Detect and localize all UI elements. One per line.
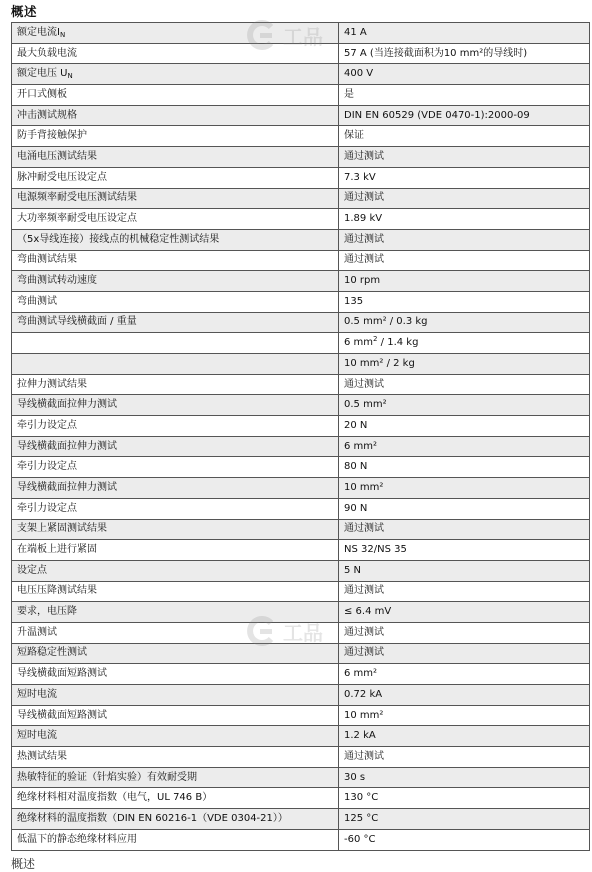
spec-label-cell xyxy=(12,540,339,561)
spec-label-cell xyxy=(12,23,339,44)
spec-label-cell xyxy=(12,333,339,354)
spec-label-cell xyxy=(12,126,339,147)
table-row xyxy=(12,126,590,147)
spec-value: 20 N xyxy=(344,419,368,431)
spec-value-cell xyxy=(339,436,590,457)
spec-label-subscript: N xyxy=(59,30,66,39)
spec-label: 脉冲耐受电压设定点 xyxy=(17,171,107,183)
spec-label: 电涌电压测试结果 xyxy=(17,150,97,162)
spec-label: 要求，电压降 xyxy=(17,606,77,618)
spec-label-cell xyxy=(12,788,339,809)
table-row xyxy=(12,43,590,64)
spec-label: 导线横截面拉伸力测试 xyxy=(17,481,117,493)
spec-value: DIN EN 60529 (VDE 0470-1):2000-09 xyxy=(344,109,530,121)
table-row xyxy=(12,312,590,333)
spec-label-cell xyxy=(12,519,339,540)
table-row xyxy=(12,416,590,437)
spec-value: ≤ 6.4 mV xyxy=(344,606,392,618)
spec-label-cell xyxy=(12,85,339,106)
spec-label-cell xyxy=(12,726,339,747)
spec-label-cell xyxy=(12,457,339,478)
spec-value-cell xyxy=(339,395,590,416)
table-row xyxy=(12,602,590,623)
spec-value: 30 s xyxy=(344,771,366,783)
spec-label-cell xyxy=(12,147,339,168)
table-row xyxy=(12,622,590,643)
spec-value: 通过测试 xyxy=(344,150,384,162)
spec-label-cell xyxy=(12,64,339,85)
spec-value: 10 mm² xyxy=(344,709,384,721)
spec-value: 1.2 kA xyxy=(344,730,376,742)
spec-label: 冲击测试规格 xyxy=(17,109,77,121)
spec-value: 通过测试 xyxy=(344,750,384,762)
spec-label-cell xyxy=(12,416,339,437)
spec-value-cell xyxy=(339,809,590,830)
spec-value: 通过测试 xyxy=(344,523,384,535)
spec-value-cell xyxy=(339,416,590,437)
spec-value-rest: / 1.4 kg xyxy=(377,337,419,349)
spec-label-cell xyxy=(12,167,339,188)
spec-label-cell xyxy=(12,436,339,457)
spec-value-cell xyxy=(339,498,590,519)
spec-label-cell xyxy=(12,250,339,271)
spec-value-cell xyxy=(339,291,590,312)
spec-value-cell xyxy=(339,726,590,747)
spec-label-cell xyxy=(12,229,339,250)
spec-label: 牵引力设定点 xyxy=(17,461,77,473)
spec-label: 防手背接触保护 xyxy=(17,130,87,142)
spec-value: 41 A xyxy=(344,26,367,38)
spec-label: 拉伸力测试结果 xyxy=(17,378,87,390)
spec-value: 通过测试 xyxy=(344,233,384,245)
spec-value-cell xyxy=(339,354,590,375)
spec-label-cell xyxy=(12,622,339,643)
spec-label: 导线横截面拉伸力测试 xyxy=(17,440,117,452)
spec-label: 额定电流I xyxy=(17,26,60,38)
spec-label: 大功率频率耐受电压设定点 xyxy=(17,213,137,225)
spec-value-cell xyxy=(339,188,590,209)
spec-value-cell xyxy=(339,229,590,250)
table-row xyxy=(12,747,590,768)
spec-label: 弯曲测试导线横截面 / 重量 xyxy=(17,316,137,328)
table-row xyxy=(12,395,590,416)
spec-label: 热敏特征的验证（针焰实验）有效耐受期 xyxy=(17,771,197,783)
spec-label-cell xyxy=(12,43,339,64)
table-row xyxy=(12,291,590,312)
spec-label-cell xyxy=(12,188,339,209)
spec-value: 6 mm² xyxy=(344,668,378,680)
table-row xyxy=(12,250,590,271)
spec-label: 导线横截面短路测试 xyxy=(17,709,107,721)
spec-value-cell xyxy=(339,705,590,726)
spec-value-cell xyxy=(339,250,590,271)
spec-value-cell xyxy=(339,64,590,85)
table-row xyxy=(12,436,590,457)
spec-label: 弯曲测试结果 xyxy=(17,254,77,266)
table-row xyxy=(12,560,590,581)
spec-value-cell xyxy=(339,478,590,499)
spec-value-cell xyxy=(339,209,590,230)
table-row xyxy=(12,643,590,664)
spec-value: 400 V xyxy=(344,68,374,80)
table-row xyxy=(12,705,590,726)
spec-value-cell xyxy=(339,519,590,540)
spec-value-cell xyxy=(339,126,590,147)
spec-label: 电源频率耐受电压测试结果 xyxy=(17,192,137,204)
spec-label-cell xyxy=(12,374,339,395)
spec-value-cell xyxy=(339,685,590,706)
table-row xyxy=(12,374,590,395)
spec-value: 6 mm² xyxy=(344,440,378,452)
spec-label-cell xyxy=(12,685,339,706)
spec-value-cell xyxy=(339,167,590,188)
table-row xyxy=(12,271,590,292)
spec-value-cell xyxy=(339,43,590,64)
table-row xyxy=(12,105,590,126)
table-row xyxy=(12,64,590,85)
table-row xyxy=(12,829,590,850)
spec-value: 10 rpm xyxy=(344,275,381,287)
spec-value: 90 N xyxy=(344,502,368,514)
next-section-heading: 概述 xyxy=(11,857,36,871)
spec-value: 7.3 kV xyxy=(344,171,376,183)
spec-label: 设定点 xyxy=(17,564,47,576)
spec-value-cell xyxy=(339,374,590,395)
table-row xyxy=(12,478,590,499)
spec-value: 0.5 mm² xyxy=(344,399,387,411)
spec-value: 5 N xyxy=(344,564,362,576)
spec-value: 通过测试 xyxy=(344,585,384,597)
spec-label-cell xyxy=(12,602,339,623)
spec-value-cell xyxy=(339,622,590,643)
table-row xyxy=(12,788,590,809)
spec-label: 短时电流 xyxy=(17,688,57,700)
table-row xyxy=(12,333,590,354)
spec-value-cell xyxy=(339,23,590,44)
spec-label-cell xyxy=(12,105,339,126)
table-row xyxy=(12,85,590,106)
spec-value-cell xyxy=(339,271,590,292)
spec-label: 支架上紧固测试结果 xyxy=(17,523,107,535)
spec-value: -60 °C xyxy=(344,833,376,845)
spec-label-subscript: N xyxy=(67,72,73,81)
spec-table xyxy=(11,22,590,851)
spec-label: 额定电压 U xyxy=(17,68,68,80)
spec-label: 升温测试 xyxy=(17,626,57,638)
spec-label: 导线横截面拉伸力测试 xyxy=(17,399,117,411)
spec-value: 保证 xyxy=(344,130,364,142)
spec-value: 130 °C xyxy=(344,792,379,804)
spec-value: 通过测试 xyxy=(344,254,384,266)
watermark-text: 工品 xyxy=(283,620,323,645)
table-row xyxy=(12,726,590,747)
spec-label: 热测试结果 xyxy=(17,750,67,762)
spec-label-cell xyxy=(12,560,339,581)
spec-label: 最大负载电流 xyxy=(17,47,77,59)
spec-value: 125 °C xyxy=(344,812,379,824)
spec-label-cell xyxy=(12,581,339,602)
spec-value: 80 N xyxy=(344,461,368,473)
spec-value-cell xyxy=(339,747,590,768)
spec-label-cell xyxy=(12,747,339,768)
spec-value: 1.89 kV xyxy=(344,213,383,225)
spec-label-cell xyxy=(12,643,339,664)
table-row xyxy=(12,767,590,788)
spec-value: 通过测试 xyxy=(344,647,384,659)
spec-value: 通过测试 xyxy=(344,192,384,204)
spec-value: 57 A (当连接截面积为10 mm²的导线时) xyxy=(344,47,528,59)
section-heading: 概述 xyxy=(11,4,38,19)
table-row xyxy=(12,23,590,44)
table-row xyxy=(12,498,590,519)
spec-value-cell xyxy=(339,602,590,623)
spec-label-cell xyxy=(12,664,339,685)
spec-label: 牵引力设定点 xyxy=(17,419,77,431)
spec-label-cell xyxy=(12,767,339,788)
spec-value: 6 mm xyxy=(344,337,374,349)
table-row xyxy=(12,188,590,209)
spec-label: 在端板上进行紧固 xyxy=(17,544,97,556)
spec-label-cell xyxy=(12,209,339,230)
spec-label-cell xyxy=(12,312,339,333)
table-row xyxy=(12,457,590,478)
spec-label: 绝缘材料的温度指数（DIN EN 60216-1（VDE 0304-21）） xyxy=(17,812,288,824)
watermark-text: 工品 xyxy=(283,24,323,49)
spec-value: 10 mm² / 2 kg xyxy=(344,357,415,369)
spec-value: 0.72 kA xyxy=(344,688,383,700)
table-row xyxy=(12,209,590,230)
spec-label-cell xyxy=(12,291,339,312)
spec-label-cell xyxy=(12,705,339,726)
spec-label: 短时电流 xyxy=(17,730,57,742)
spec-value: 通过测试 xyxy=(344,378,384,390)
spec-value-cell xyxy=(339,540,590,561)
spec-label: 电压压降测试结果 xyxy=(17,585,97,597)
spec-label: 绝缘材料相对温度指数（电气，UL 746 B） xyxy=(17,792,213,804)
spec-label-cell xyxy=(12,478,339,499)
spec-value: 0.5 mm² / 0.3 kg xyxy=(344,316,428,328)
spec-label: 牵引力设定点 xyxy=(17,502,77,514)
spec-value-cell xyxy=(339,105,590,126)
spec-label-cell xyxy=(12,498,339,519)
spec-value: 135 xyxy=(344,295,364,307)
spec-value-cell xyxy=(339,581,590,602)
table-row xyxy=(12,147,590,168)
spec-label-cell xyxy=(12,354,339,375)
spec-label: 短路稳定性测试 xyxy=(17,647,87,659)
spec-value-cell xyxy=(339,767,590,788)
spec-value-cell xyxy=(339,560,590,581)
table-row xyxy=(12,519,590,540)
spec-label: 弯曲测试转动速度 xyxy=(17,275,97,287)
spec-value: NS 32/NS 35 xyxy=(344,544,407,556)
spec-label-cell xyxy=(12,809,339,830)
spec-value-cell xyxy=(339,643,590,664)
spec-value-cell xyxy=(339,664,590,685)
spec-label: 弯曲测试 xyxy=(17,295,57,307)
spec-label-cell xyxy=(12,829,339,850)
spec-value-cell xyxy=(339,333,590,354)
table-row xyxy=(12,354,590,375)
spec-value-cell xyxy=(339,85,590,106)
spec-label: 导线横截面短路测试 xyxy=(17,668,107,680)
spec-value-superscript: 2 xyxy=(373,335,378,344)
spec-value-cell xyxy=(339,147,590,168)
table-row xyxy=(12,581,590,602)
spec-value-cell xyxy=(339,788,590,809)
spec-label: 开口式侧板 xyxy=(17,88,67,100)
table-row xyxy=(12,167,590,188)
spec-value: 是 xyxy=(344,88,354,100)
table-row xyxy=(12,685,590,706)
spec-value-cell xyxy=(339,312,590,333)
table-row xyxy=(12,229,590,250)
table-row xyxy=(12,540,590,561)
spec-value-cell xyxy=(339,457,590,478)
table-row xyxy=(12,664,590,685)
spec-label-cell xyxy=(12,395,339,416)
spec-label: 低温下的静态绝缘材料应用 xyxy=(17,833,137,845)
spec-value: 10 mm² xyxy=(344,481,384,493)
spec-table-body xyxy=(12,23,590,851)
table-row xyxy=(12,809,590,830)
spec-value-cell xyxy=(339,829,590,850)
spec-label: （5x导线连接）接线点的机械稳定性测试结果 xyxy=(17,233,220,245)
spec-label-cell xyxy=(12,271,339,292)
spec-value: 通过测试 xyxy=(344,626,384,638)
